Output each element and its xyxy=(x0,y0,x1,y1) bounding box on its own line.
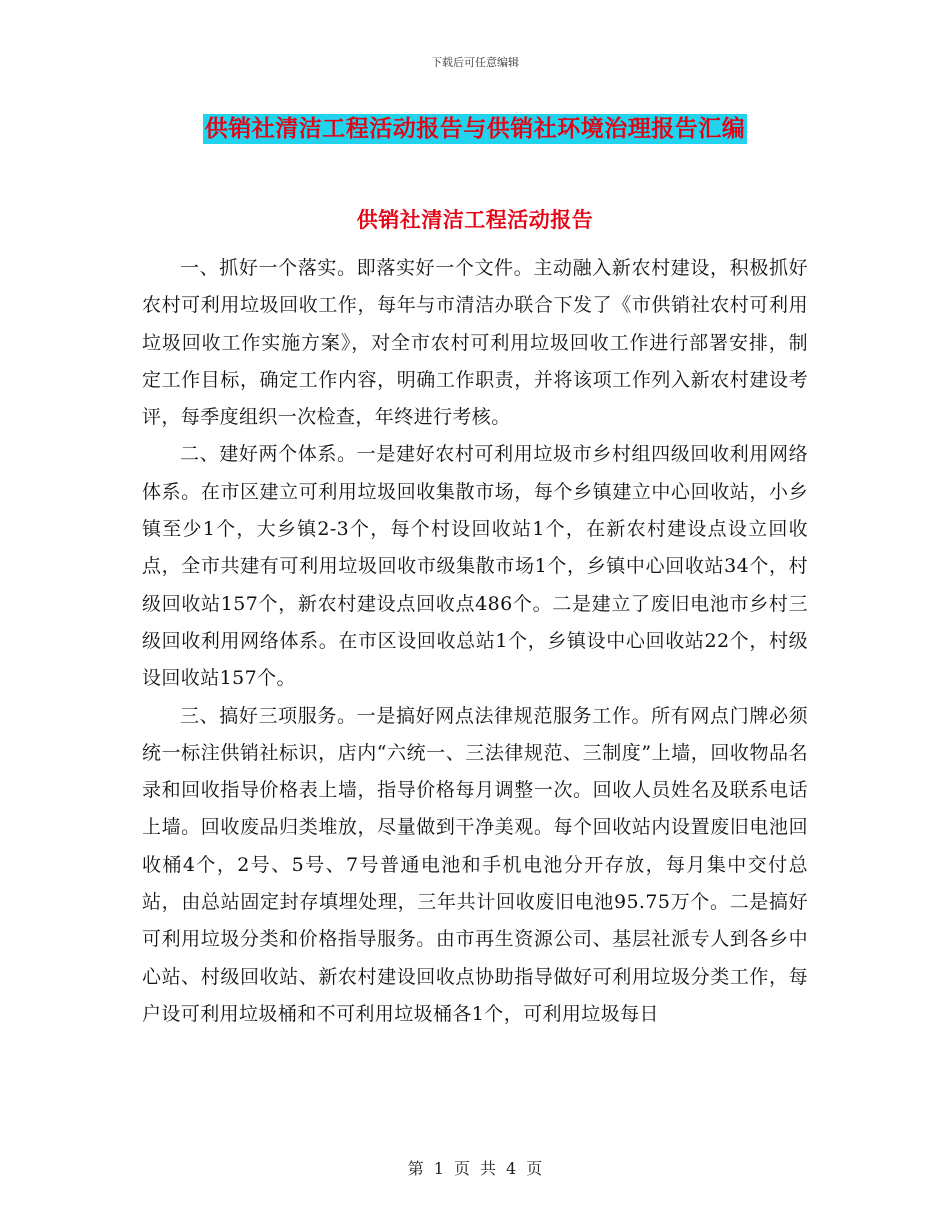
footer-current-page: 1 xyxy=(433,1159,444,1178)
footer-prefix: 第 xyxy=(407,1159,424,1178)
section-title: 供销社清洁工程活动报告 xyxy=(356,207,594,232)
paragraph-3: 三、搞好三项服务。一是搞好网点法律规范服务工作。所有网点门牌必须统一标注供销社标识，店内“六统一、三法律规范、三制度”上墙，回收物品名录和回收指导价格表上墙，指导价格每月调整一次。回收人员姓名及联系电话上墙。回收废品归类堆放，尽量做到干净美观。每个回收站内设置废旧电池回收桶4个，2号、5号、7号普通电池和手机电池分开存放，每月集中交付总站，由总站固定封存填埋处理，三年共计回收废旧电池95.75万个。二是搞好可利用垃圾分类和价格指导服务。由市再生资源公司、基层社派专人到各乡中心站、村级回收站、新农村建设回收点协助指导做好可利用垃圾分类工作，每户设可利用垃圾桶和不可利用垃圾桶各1个，可利用垃圾每日 xyxy=(142,704,808,1025)
footer-page-unit: 页 xyxy=(453,1159,470,1178)
footer-total-pages: 4 xyxy=(506,1159,517,1178)
footer-total-prefix: 共 xyxy=(480,1159,497,1178)
page-header: 下载后可任意编辑 xyxy=(431,56,519,69)
paragraph-2: 二、建好两个体系。一是建好农村可利用垃圾市乡村组四级回收利用网络体系。在市区建立可利用垃圾回收集散市场，每个乡镇建立中心回收站，小乡镇至少1个，大乡镇2-3个，每个村设回收站1个，在新农村建设点设立回收点，全市共建有可利用垃圾回收市级集散市场1个，乡镇中心回收站34个，村级回收站157个，新农村建设点回收点486个。二是建立了废旧电池市乡村三级回收利用网络体系。在市区设回收总站1个，乡镇设中心回收站22个，村级设回收站157个。 xyxy=(142,443,808,690)
main-title-container xyxy=(0,114,950,144)
page-footer xyxy=(0,1156,950,1179)
paragraph-1: 一、抓好一个落实。即落实好一个文件。主动融入新农村建设，积极抓好农村可利用垃圾回收工作，每年与市清洁办联合下发了《市供销社农村可利用垃圾回收工作实施方案》，对全市农村可利用垃圾回收工作进行部署安排，制定工作目标，确定工作内容，明确工作职责，并将该项工作列入新农村建设考评，每季度组织一次检查，年终进行考核。 xyxy=(142,257,808,429)
main-title: 供销社清洁工程活动报告与供销社环境治理报告汇编 xyxy=(204,115,746,142)
footer-total-unit: 页 xyxy=(526,1159,543,1178)
document-body xyxy=(142,250,808,1033)
